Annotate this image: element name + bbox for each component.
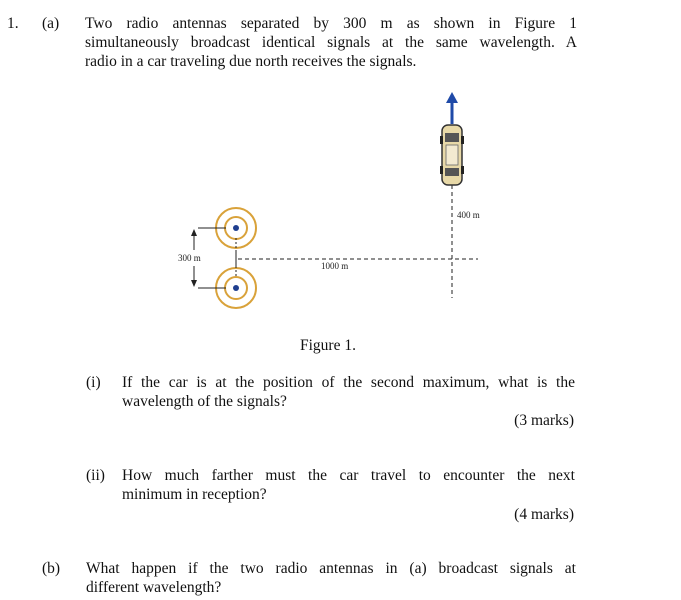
sub-i-line-1: If the car is at the position of the second maximum, what is the — [122, 374, 575, 391]
part-b-label: (b) — [42, 560, 61, 577]
part-a-line-2: simultaneously broadcast identical signals at the same wavelength. A — [85, 34, 577, 51]
sub-i-label: (i) — [86, 374, 101, 391]
figure-caption: Figure 1. — [300, 337, 356, 354]
part-a-line-3: radio in a car traveling due north receives the signals. — [85, 53, 417, 70]
part-b-line-1: What happen if the two radio antennas in (a) broadcast signals at — [86, 560, 576, 577]
label-distance: 1000 m — [321, 261, 349, 271]
question-number: 1. — [7, 15, 19, 32]
part-a-label: (a) — [42, 15, 60, 32]
sub-i-marks: (3 marks) — [514, 412, 574, 429]
sub-ii-line-2: minimum in reception? — [122, 486, 267, 503]
label-separation: 300 m — [178, 253, 201, 263]
sub-ii-line-1: How much farther must the car travel to encounter the next — [122, 467, 575, 484]
sub-i-line-2: wavelength of the signals? — [122, 393, 287, 410]
part-b-line-2: different wavelength? — [86, 579, 222, 596]
part-a-line-1: Two radio antennas separated by 300 m as shown in Figure 1 — [85, 15, 577, 32]
car-icon — [440, 125, 464, 185]
label-travel: 400 m — [457, 210, 480, 220]
sub-ii-label: (ii) — [86, 467, 105, 484]
sub-ii-marks: (4 marks) — [514, 506, 574, 523]
north-arrow-icon — [446, 92, 458, 124]
